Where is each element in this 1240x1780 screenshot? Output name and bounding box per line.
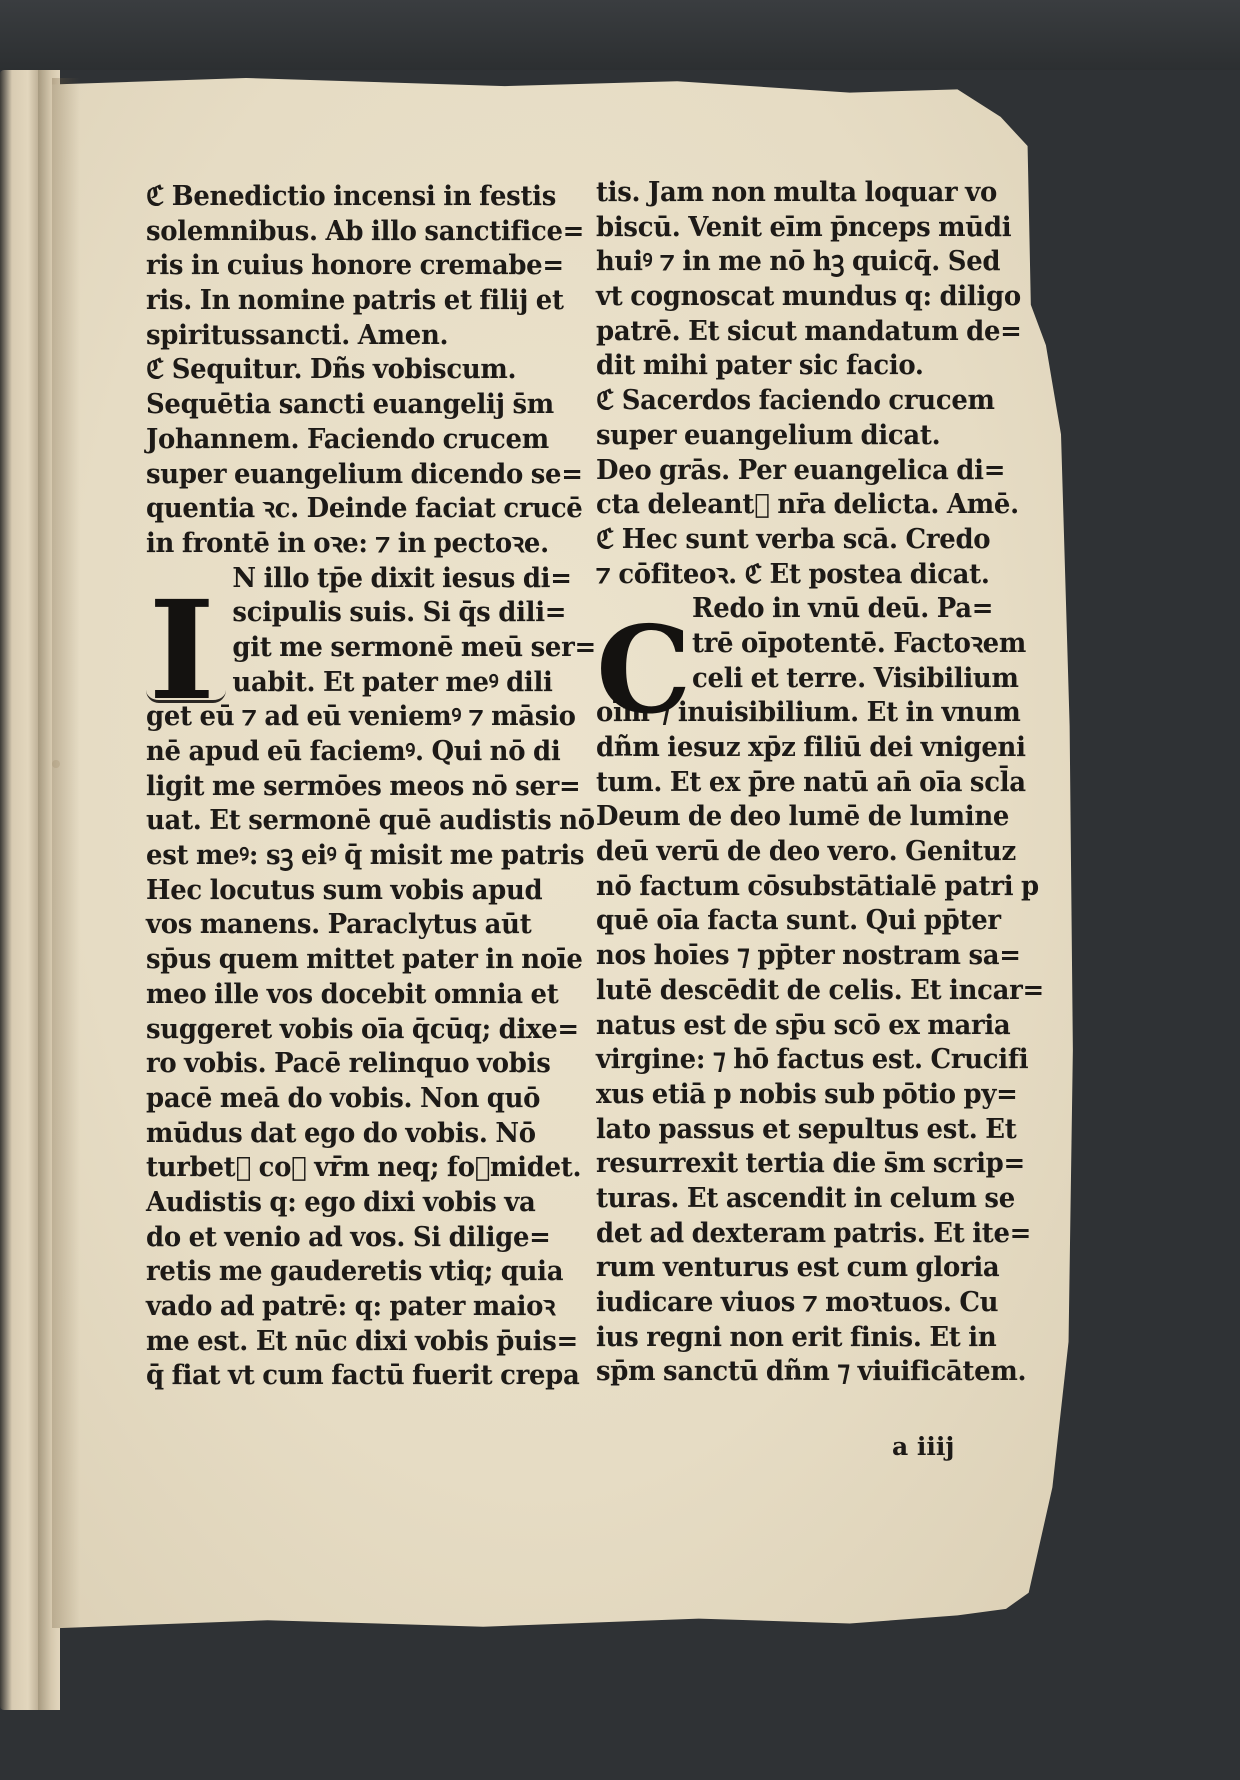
text-line: mūdus dat ego do vobis. Nō [146, 1117, 536, 1149]
text-line: vos manens. Paraclytus aūt [146, 909, 532, 941]
text-line: turas. Et ascendit in celum se [596, 1182, 1015, 1214]
left-text-column [146, 180, 596, 1394]
text-line: deū verū de deo vero. Genituz [596, 836, 1016, 868]
decorated-initial-i: I [148, 571, 216, 731]
page-gutter-shadow [52, 78, 80, 1628]
scan-background [0, 0, 1240, 70]
initial-flourish [146, 690, 226, 703]
text-line: uat. Et sermonē quē audistis nō [146, 805, 595, 837]
text-line: get eū ⁊ ad eū veniemꝰ ⁊ māsio [146, 701, 576, 733]
text-line: quentia ꝛc. Deinde faciat crucē [146, 493, 583, 525]
text-line: rum venturus est cum gloria [596, 1252, 1000, 1284]
text-line: quē oīa facta sunt. Qui pp̄ter [596, 905, 1001, 937]
text-line: celi et terre. Visibilium [692, 662, 1019, 694]
text-line: vado ad patrē: q: pater maioꝛ [146, 1291, 556, 1322]
text-line: Hec locutus sum vobis apud [146, 874, 543, 906]
text-line: huiꝰ ⁊ in me nō hꝫ quicq̄. Sed [596, 246, 1001, 278]
text-line: ris in cuius honore cremabe= [146, 250, 564, 282]
text-line: natus est de sp̄u scō ex maria [596, 1009, 1011, 1041]
text-line: ⁊ cōfiteoꝛ. ℭ Et postea dicat. [596, 558, 990, 590]
text-line: tis. Jam non multa loquar vo [596, 177, 997, 208]
text-line: det ad dexteram patris. Et ite= [596, 1217, 1032, 1249]
text-line: uabit. Et pater meꝰ dili [232, 666, 553, 698]
signature-mark: a iiij [892, 1432, 955, 1461]
text-line: do et venio ad vos. Si dilige= [146, 1221, 551, 1253]
text-line: N illo tp̄e dixit iesus di= [232, 562, 572, 594]
text-line: Deo grās. Per euangelica di= [596, 454, 1006, 486]
text-line: sp̄us quem mittet pater in noīe [146, 944, 583, 976]
text-line: Sequētia sancti euangelij s̄m [146, 389, 554, 421]
text-line: xus etiā p nobis sub pōtio py= [596, 1078, 1018, 1110]
text-line: ℭ Sacerdos faciendo crucem [596, 385, 995, 417]
text-line: sp̄m sanctū dñm ⁊ viuificātem. [596, 1356, 1027, 1388]
paper-stain [52, 760, 60, 768]
text-line: me est. Et nūc dixi vobis p̄uis= [146, 1325, 578, 1357]
text-line: ℭ Hec sunt verba scā. Credo [596, 523, 991, 555]
text-line: ius regni non erit finis. Et in [596, 1321, 997, 1353]
text-line: spiritussancti. Amen. [146, 319, 449, 351]
text-line: nō factum cōsubstātialē patri p [596, 870, 1039, 902]
text-line: retis me gauderetis vtiq; quia [146, 1256, 564, 1288]
text-line: q̄ fiat vt cum factū fuerit crepa [146, 1360, 580, 1392]
text-line: Audistis q: ego dixi vobis va [146, 1186, 536, 1218]
text-line: lato passus et sepultus est. Et [596, 1113, 1017, 1145]
text-line: virgine: ⁊ hō factus est. Crucifi [596, 1044, 1029, 1076]
text-line: suggeret vobis oīa q̄cūq; dixe= [146, 1013, 579, 1045]
text-line: solemnibus. Ab illo sanctifice= [146, 215, 585, 247]
text-line: super euangelium dicendo se= [146, 458, 583, 490]
text-line: ℭ Benedictio incensi in festis [146, 181, 557, 212]
text-line: nos hoīes ⁊ pp̄ter nostram sa= [596, 940, 1021, 972]
text-line: tum. Et ex p̄re natū an̄ oīa scl̄a [596, 766, 1026, 798]
text-line: super euangelium dicat. [596, 419, 941, 451]
text-line: biscū. Venit eīm p̄nceps mūdi [596, 211, 1012, 243]
text-line: Redo in vnū deū. Pa= [692, 593, 994, 625]
text-line: Johannem. Faciendo crucem [146, 423, 549, 455]
text-line: resurrexit tertia die s̄m scrip= [596, 1148, 1025, 1180]
text-line: est meꝰ: sꝫ eiꝰ q̄ misit me patris [146, 840, 585, 872]
text-line: scipulis suis. Si q̄s dili= [232, 597, 567, 629]
text-line: oīm ⁊ inuisibilium. Et in vnum [596, 697, 1021, 729]
text-line: ℭ Sequitur. Dñs vobiscum. [146, 354, 517, 386]
text-line: dit mihi pater sic facio. [596, 350, 924, 382]
text-line: lutē descēdit de celis. Et incar= [596, 974, 1044, 1006]
text-line: cta deleantᷣ nr̄a delicta. Amē. [596, 489, 1019, 521]
text-line: patrē. Et sicut mandatum de= [596, 315, 1022, 347]
text-line: Deum de deo lumē de lumine [596, 801, 1010, 833]
text-line: pacē meā do vobis. Non quō [146, 1082, 541, 1114]
text-line: ligit me sermōes meos nō ser= [146, 770, 581, 802]
text-line: ris. In nomine patris et filij et [146, 285, 564, 317]
text-line: turbetᷣ coꝛ vr̄m neq; foꝛmidet. [146, 1152, 582, 1184]
text-line: trē oīpotentē. Factoꝛem [692, 627, 1027, 659]
right-text-column [596, 176, 1044, 1390]
text-line: git me sermonē meū ser= [232, 631, 596, 663]
text-line: nē apud eū faciemꝰ. Qui nō di [146, 736, 561, 767]
text-line: meo ille vos docebit omnia et [146, 978, 559, 1010]
facing-page-edge [0, 70, 40, 1710]
text-line: dñm iesuz xp̄z filiū dei vnigeni [596, 732, 1026, 763]
text-line: ro vobis. Pacē relinquo vobis [146, 1048, 551, 1080]
text-line: iudicare viuos ⁊ moꝛtuos. Cu [596, 1287, 999, 1318]
decorated-initial-c: C [596, 600, 692, 741]
text-line: vt cognoscat mundus q: diligo [596, 281, 1021, 313]
text-line: in frontē in oꝛe: ⁊ in pectoꝛe. [146, 527, 549, 559]
